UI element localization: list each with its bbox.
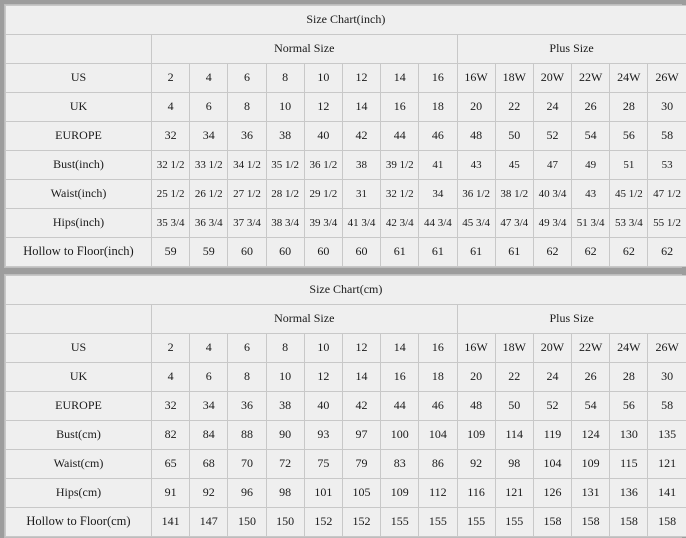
cell: 14 [342, 363, 380, 392]
cell: 2 [152, 334, 190, 363]
cell: 91 [152, 479, 190, 508]
cell: 155 [457, 508, 495, 537]
table-row [6, 238, 686, 267]
cell: 8 [228, 363, 266, 392]
cell: 16 [419, 64, 457, 93]
cell: 158 [610, 508, 648, 537]
cell: 29 1/2 [304, 180, 342, 209]
cell: 10 [304, 64, 342, 93]
cell: 104 [419, 421, 457, 450]
table-row [6, 180, 686, 209]
cell: 43 [457, 151, 495, 180]
cell: 20 [457, 93, 495, 122]
cell: 4 [152, 363, 190, 392]
row-label-europe: EUROPE [6, 122, 152, 151]
cell: 121 [648, 450, 686, 479]
cell: 109 [457, 421, 495, 450]
table-row [6, 479, 686, 508]
table-row [6, 450, 686, 479]
cell: 32 [152, 392, 190, 421]
cell: 24 [533, 93, 571, 122]
cell: 20 [457, 363, 495, 392]
cell: 116 [457, 479, 495, 508]
cell: 44 3/4 [419, 209, 457, 238]
cell: 97 [342, 421, 380, 450]
cell: 124 [572, 421, 610, 450]
cell: 60 [342, 238, 380, 267]
cell: 84 [190, 421, 228, 450]
cell: 72 [266, 450, 304, 479]
cell: 114 [495, 421, 533, 450]
cell: 26 [572, 93, 610, 122]
cell: 130 [610, 421, 648, 450]
cell: 158 [572, 508, 610, 537]
cell: 40 [304, 122, 342, 151]
cell: 38 3/4 [266, 209, 304, 238]
chart-title: Size Chart(inch) [6, 6, 686, 35]
cell: 18W [495, 334, 533, 363]
chart-title-row [6, 6, 686, 35]
row-label-us: US [6, 64, 152, 93]
cell: 152 [342, 508, 380, 537]
cell: 12 [304, 93, 342, 122]
cell: 36 [228, 392, 266, 421]
cell: 28 1/2 [266, 180, 304, 209]
cell: 8 [228, 93, 266, 122]
chart-group-row [6, 35, 686, 64]
cell: 36 1/2 [457, 180, 495, 209]
size-chart-inch-table [5, 5, 686, 267]
cell: 32 1/2 [152, 151, 190, 180]
cell: 155 [495, 508, 533, 537]
cell: 131 [572, 479, 610, 508]
cell: 65 [152, 450, 190, 479]
row-label-us: US [6, 334, 152, 363]
cell: 32 1/2 [381, 180, 419, 209]
cell: 25 1/2 [152, 180, 190, 209]
cell: 16 [381, 363, 419, 392]
row-label-hollow-to-floor: Hollow to Floor(cm) [6, 508, 152, 537]
cell: 6 [190, 363, 228, 392]
cell: 54 [572, 392, 610, 421]
cell: 135 [648, 421, 686, 450]
cell: 147 [190, 508, 228, 537]
cell: 20W [533, 64, 571, 93]
cell: 90 [266, 421, 304, 450]
cell: 14 [381, 64, 419, 93]
cell: 32 [152, 122, 190, 151]
cell: 12 [342, 334, 380, 363]
cell: 18 [419, 93, 457, 122]
cell: 141 [152, 508, 190, 537]
cell: 48 [457, 392, 495, 421]
table-row [6, 93, 686, 122]
cell: 44 [381, 392, 419, 421]
chart-group-row [6, 305, 686, 334]
cell: 41 3/4 [342, 209, 380, 238]
cell: 24W [610, 64, 648, 93]
table-row [6, 392, 686, 421]
cell: 28 [610, 363, 648, 392]
cell: 6 [190, 93, 228, 122]
cell: 34 [190, 122, 228, 151]
cell: 42 3/4 [381, 209, 419, 238]
cell: 46 [419, 392, 457, 421]
cell: 53 3/4 [610, 209, 648, 238]
cell: 10 [304, 334, 342, 363]
cell: 56 [610, 122, 648, 151]
row-label-bust: Bust(inch) [6, 151, 152, 180]
cell: 47 1/2 [648, 180, 686, 209]
cell: 49 [572, 151, 610, 180]
cell: 37 3/4 [228, 209, 266, 238]
cell: 83 [381, 450, 419, 479]
cell: 41 [419, 151, 457, 180]
cell: 54 [572, 122, 610, 151]
cell: 136 [610, 479, 648, 508]
cell: 36 1/2 [304, 151, 342, 180]
cell: 14 [342, 93, 380, 122]
cell: 101 [304, 479, 342, 508]
row-label-europe: EUROPE [6, 392, 152, 421]
cell: 60 [266, 238, 304, 267]
cell: 16W [457, 334, 495, 363]
cell: 16 [381, 93, 419, 122]
cell: 35 3/4 [152, 209, 190, 238]
cell: 70 [228, 450, 266, 479]
cell: 4 [152, 93, 190, 122]
cell: 34 [419, 180, 457, 209]
table-row [6, 508, 686, 537]
chart-title: Size Chart(cm) [6, 276, 686, 305]
cell: 61 [381, 238, 419, 267]
cell: 55 1/2 [648, 209, 686, 238]
cell: 42 [342, 122, 380, 151]
cell: 100 [381, 421, 419, 450]
cell: 18W [495, 64, 533, 93]
cell: 109 [381, 479, 419, 508]
cell: 10 [266, 93, 304, 122]
row-label-uk: UK [6, 93, 152, 122]
cell: 152 [304, 508, 342, 537]
table-row [6, 122, 686, 151]
cell: 8 [266, 334, 304, 363]
size-chart-cm-table [5, 275, 686, 537]
cell: 126 [533, 479, 571, 508]
cell: 39 1/2 [381, 151, 419, 180]
cell: 22 [495, 93, 533, 122]
group-row-corner [6, 35, 152, 64]
cell: 35 1/2 [266, 151, 304, 180]
group-row-corner [6, 305, 152, 334]
row-label-hips: Hips(cm) [6, 479, 152, 508]
cell: 62 [648, 238, 686, 267]
cell: 150 [266, 508, 304, 537]
cell: 40 [304, 392, 342, 421]
cell: 43 [572, 180, 610, 209]
cell: 26W [648, 64, 686, 93]
cell: 22 [495, 363, 533, 392]
cell: 58 [648, 122, 686, 151]
cell: 50 [495, 392, 533, 421]
cell: 49 3/4 [533, 209, 571, 238]
table-row [6, 64, 686, 93]
group-normal-size: Normal Size [152, 305, 458, 334]
cell: 58 [648, 392, 686, 421]
cell: 50 [495, 122, 533, 151]
cell: 42 [342, 392, 380, 421]
cell: 44 [381, 122, 419, 151]
cell: 26W [648, 334, 686, 363]
cell: 61 [419, 238, 457, 267]
cell: 14 [381, 334, 419, 363]
table-row [6, 151, 686, 180]
cell: 30 [648, 93, 686, 122]
cell: 60 [304, 238, 342, 267]
cell: 4 [190, 64, 228, 93]
group-plus-size: Plus Size [457, 35, 686, 64]
table-row [6, 421, 686, 450]
cell: 45 1/2 [610, 180, 648, 209]
cell: 36 3/4 [190, 209, 228, 238]
cell: 56 [610, 392, 648, 421]
cell: 39 3/4 [304, 209, 342, 238]
cell: 88 [228, 421, 266, 450]
cell: 18 [419, 363, 457, 392]
size-chart-inch-block [4, 4, 682, 268]
cell: 104 [533, 450, 571, 479]
cell: 2 [152, 64, 190, 93]
cell: 68 [190, 450, 228, 479]
cell: 60 [228, 238, 266, 267]
cell: 98 [266, 479, 304, 508]
cell: 16W [457, 64, 495, 93]
cell: 61 [495, 238, 533, 267]
cell: 59 [190, 238, 228, 267]
cell: 61 [457, 238, 495, 267]
cell: 93 [304, 421, 342, 450]
cell: 51 3/4 [572, 209, 610, 238]
cell: 16 [419, 334, 457, 363]
cell: 96 [228, 479, 266, 508]
cell: 31 [342, 180, 380, 209]
cell: 52 [533, 392, 571, 421]
cell: 45 [495, 151, 533, 180]
row-label-uk: UK [6, 363, 152, 392]
table-row [6, 363, 686, 392]
cell: 22W [572, 64, 610, 93]
row-label-bust: Bust(cm) [6, 421, 152, 450]
table-row [6, 209, 686, 238]
cell: 82 [152, 421, 190, 450]
cell: 6 [228, 334, 266, 363]
cell: 28 [610, 93, 648, 122]
cell: 112 [419, 479, 457, 508]
cell: 26 [572, 363, 610, 392]
cell: 40 3/4 [533, 180, 571, 209]
cell: 158 [533, 508, 571, 537]
row-label-hips: Hips(inch) [6, 209, 152, 238]
row-label-hollow-to-floor: Hollow to Floor(inch) [6, 238, 152, 267]
row-label-waist: Waist(inch) [6, 180, 152, 209]
cell: 121 [495, 479, 533, 508]
cell: 109 [572, 450, 610, 479]
cell: 10 [266, 363, 304, 392]
cell: 33 1/2 [190, 151, 228, 180]
size-chart-cm-block [4, 274, 682, 538]
cell: 34 [190, 392, 228, 421]
cell: 20W [533, 334, 571, 363]
cell: 141 [648, 479, 686, 508]
cell: 24 [533, 363, 571, 392]
cell: 51 [610, 151, 648, 180]
group-plus-size: Plus Size [457, 305, 686, 334]
cell: 62 [572, 238, 610, 267]
cell: 59 [152, 238, 190, 267]
cell: 86 [419, 450, 457, 479]
group-normal-size: Normal Size [152, 35, 458, 64]
cell: 46 [419, 122, 457, 151]
cell: 48 [457, 122, 495, 151]
cell: 26 1/2 [190, 180, 228, 209]
cell: 38 [266, 392, 304, 421]
row-label-waist: Waist(cm) [6, 450, 152, 479]
cell: 79 [342, 450, 380, 479]
cell: 47 3/4 [495, 209, 533, 238]
cell: 12 [342, 64, 380, 93]
cell: 6 [228, 64, 266, 93]
cell: 62 [610, 238, 648, 267]
cell: 24W [610, 334, 648, 363]
cell: 119 [533, 421, 571, 450]
cell: 4 [190, 334, 228, 363]
cell: 38 1/2 [495, 180, 533, 209]
cell: 12 [304, 363, 342, 392]
cell: 27 1/2 [228, 180, 266, 209]
cell: 150 [228, 508, 266, 537]
cell: 30 [648, 363, 686, 392]
cell: 105 [342, 479, 380, 508]
cell: 45 3/4 [457, 209, 495, 238]
cell: 36 [228, 122, 266, 151]
cell: 38 [266, 122, 304, 151]
cell: 22W [572, 334, 610, 363]
cell: 115 [610, 450, 648, 479]
cell: 47 [533, 151, 571, 180]
cell: 155 [381, 508, 419, 537]
cell: 155 [419, 508, 457, 537]
cell: 62 [533, 238, 571, 267]
chart-title-row [6, 276, 686, 305]
cell: 158 [648, 508, 686, 537]
cell: 92 [457, 450, 495, 479]
cell: 92 [190, 479, 228, 508]
cell: 34 1/2 [228, 151, 266, 180]
cell: 53 [648, 151, 686, 180]
cell: 52 [533, 122, 571, 151]
cell: 38 [342, 151, 380, 180]
table-row [6, 334, 686, 363]
cell: 75 [304, 450, 342, 479]
cell: 8 [266, 64, 304, 93]
cell: 98 [495, 450, 533, 479]
